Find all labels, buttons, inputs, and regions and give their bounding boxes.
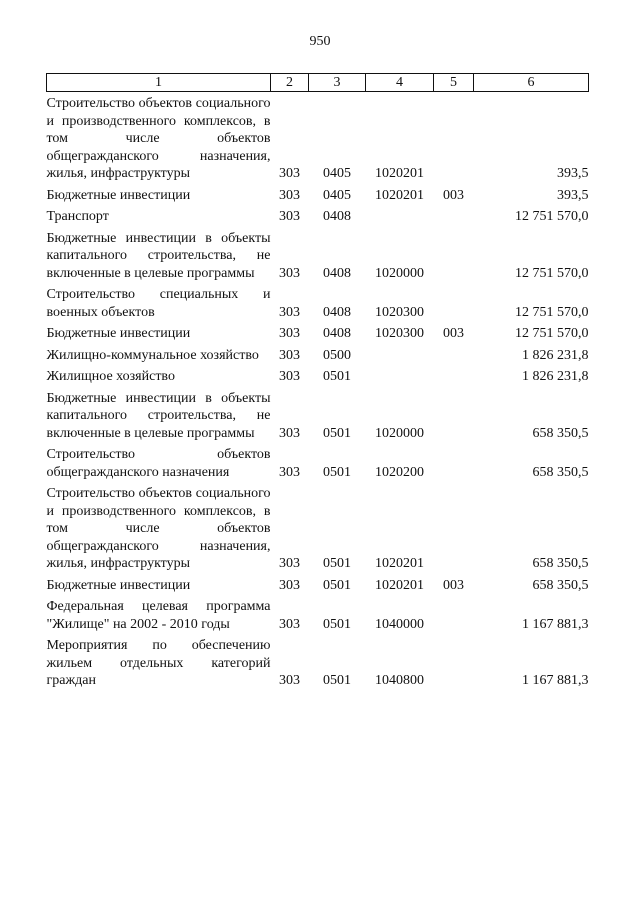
row-name: Строительство объектов социального и производственного комплексов, в том числе объектов общегражданского назначения, жилья, инфраструктуры [46, 96, 271, 181]
table-row [47, 365, 589, 387]
row-amount: 658 350,5 [532, 464, 589, 480]
row-amount: 1 167 881,3 [522, 616, 589, 632]
row-name: Бюджетные инвестиции в объекты капитального строительства, не включенные в целевые программы [46, 390, 271, 441]
table-row [47, 574, 589, 596]
row-expense-type-code: 003 [443, 577, 464, 593]
table-row [47, 482, 589, 574]
header-row [47, 74, 589, 92]
row-article-code: 1020000 [375, 425, 424, 441]
row-name: Строительство объектов общегражданского назначения [46, 447, 271, 480]
row-article-code [366, 205, 434, 227]
row-section-code: 0408 [323, 209, 351, 224]
row-article-code: 1020200 [375, 464, 424, 480]
row-ministry-code: 303 [279, 577, 300, 593]
row-name: Федеральная целевая программа "Жилище" на 2002 - 2010 годы [46, 599, 271, 632]
row-section-code: 0501 [323, 673, 351, 688]
row-article-code [366, 344, 434, 366]
row-article-code: 1040000 [375, 616, 424, 632]
row-amount: 393,5 [557, 166, 589, 181]
row-name: Мероприятия по обеспечению жильем отдельных категорий граждан [46, 638, 271, 688]
row-expense-type-code [434, 227, 474, 284]
row-section-code: 0501 [323, 369, 351, 384]
table-row [47, 344, 589, 366]
table-row [47, 387, 589, 444]
row-amount: 393,5 [557, 187, 589, 203]
row-article-code: 1020201 [375, 166, 424, 181]
row-name: Строительство объектов социального и производственного комплексов, в том числе объектов общегражданского назначения, жилья, инфраструктуры [46, 486, 271, 571]
row-amount: 12 751 570,0 [515, 209, 589, 224]
row-section-code: 0501 [323, 616, 351, 632]
table-row [47, 92, 589, 184]
row-name: Бюджетные инвестиции [46, 187, 191, 203]
row-article-code: 1020201 [375, 187, 424, 203]
row-expense-type-code [434, 365, 474, 387]
table-row [47, 634, 589, 691]
row-expense-type-code: 003 [443, 187, 464, 203]
row-ministry-code: 303 [279, 425, 300, 441]
row-amount: 658 350,5 [532, 556, 589, 571]
row-expense-type-code [434, 634, 474, 691]
row-section-code: 0405 [323, 187, 351, 203]
row-expense-type-code [434, 92, 474, 184]
row-expense-type-code: 003 [443, 326, 464, 341]
table-row [47, 322, 589, 344]
row-article-code [366, 365, 434, 387]
row-amount: 1 826 231,8 [522, 369, 589, 384]
row-ministry-code: 303 [279, 166, 300, 181]
row-ministry-code: 303 [279, 369, 300, 384]
row-amount: 12 751 570,0 [515, 265, 589, 281]
row-amount: 658 350,5 [532, 577, 589, 593]
row-name: Бюджетные инвестиции [46, 326, 191, 341]
row-expense-type-code [434, 283, 474, 322]
header-col-1: 1 [47, 74, 271, 92]
row-section-code: 0501 [323, 464, 351, 480]
table-row [47, 595, 589, 634]
row-ministry-code: 303 [279, 304, 300, 320]
row-article-code: 1020000 [375, 265, 424, 281]
row-expense-type-code [434, 595, 474, 634]
row-article-code: 1020300 [375, 326, 424, 341]
row-amount: 1 167 881,3 [522, 673, 589, 688]
row-section-code: 0408 [323, 326, 351, 341]
row-amount: 658 350,5 [532, 425, 589, 441]
row-expense-type-code [434, 387, 474, 444]
row-ministry-code: 303 [279, 616, 300, 632]
row-section-code: 0501 [323, 577, 351, 593]
table-row [47, 227, 589, 284]
row-ministry-code: 303 [279, 347, 300, 363]
row-ministry-code: 303 [279, 187, 300, 203]
row-ministry-code: 303 [279, 556, 300, 571]
row-name: Жилищно-коммунальное хозяйство [46, 347, 259, 363]
row-amount: 12 751 570,0 [515, 326, 589, 341]
header-col-4: 4 [366, 74, 434, 92]
row-name: Жилищное хозяйство [46, 369, 175, 384]
row-section-code: 0501 [323, 425, 351, 441]
header-col-3: 3 [309, 74, 366, 92]
row-section-code: 0408 [323, 265, 351, 281]
table-row [47, 184, 589, 206]
row-article-code: 1020201 [375, 577, 424, 593]
row-article-code: 1020201 [375, 556, 424, 571]
row-ministry-code: 303 [279, 209, 300, 224]
row-expense-type-code [434, 205, 474, 227]
row-section-code: 0408 [323, 304, 351, 320]
row-expense-type-code [434, 443, 474, 482]
table-row [47, 205, 589, 227]
row-article-code: 1040800 [375, 673, 424, 688]
row-section-code: 0501 [323, 556, 351, 571]
table-row [47, 443, 589, 482]
row-expense-type-code [434, 482, 474, 574]
row-ministry-code: 303 [279, 464, 300, 480]
row-expense-type-code [434, 344, 474, 366]
row-section-code: 0405 [323, 166, 351, 181]
row-article-code: 1020300 [375, 304, 424, 320]
row-name: Бюджетные инвестиции [46, 577, 191, 593]
budget-table [46, 73, 589, 691]
row-amount: 1 826 231,8 [522, 347, 589, 363]
table-row [47, 283, 589, 322]
row-ministry-code: 303 [279, 673, 300, 688]
header-col-5: 5 [434, 74, 474, 92]
row-ministry-code: 303 [279, 326, 300, 341]
row-name: Бюджетные инвестиции в объекты капитального строительства, не включенные в целевые программы [46, 230, 271, 281]
row-name: Строительство специальных и военных объектов [46, 287, 271, 320]
row-ministry-code: 303 [279, 265, 300, 281]
row-name: Транспорт [46, 209, 109, 224]
header-col-6: 6 [474, 74, 589, 92]
header-col-2: 2 [271, 74, 309, 92]
page-number: 950 [309, 34, 331, 49]
row-amount: 12 751 570,0 [515, 304, 589, 320]
row-section-code: 0500 [323, 347, 351, 363]
